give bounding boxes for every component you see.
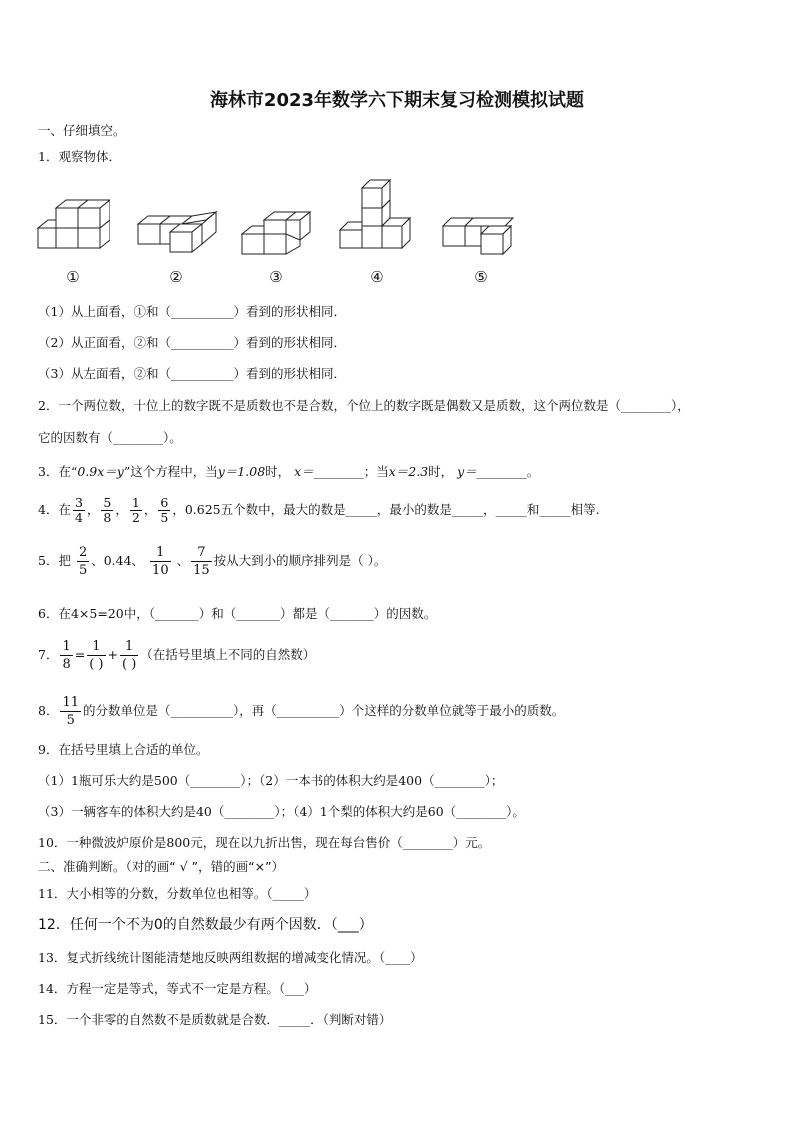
question-2-line-2: 它的因数有（________）。 (38, 430, 182, 445)
page-title: 海林市2023年数学六下期末复习检测模拟试题 (209, 90, 585, 111)
question-1-stem: 1．观察物体． (38, 149, 121, 164)
question-14: 14．方程一定是等式，等式不一定是方程。（___） (38, 981, 317, 996)
q3-y: y＝ (457, 464, 477, 479)
q5-mid-1: 、0.44、 (91, 553, 145, 568)
figure-label-3: ③ (269, 268, 283, 286)
question-8 (38, 694, 564, 729)
question-12: 12．任何一个不为0的自然数最少有两个因数．（___） (38, 917, 373, 933)
question-2-line-1: 2．一个两位数，十位上的数字既不是质数也不是合数，个位上的数字既是偶数又是质数，这个两位数是（________）， (38, 398, 690, 413)
question-11: 11．大小相等的分数，分数单位也相等。（_____） (38, 886, 317, 901)
q7-pre: 7． (38, 647, 59, 662)
question-5 (38, 544, 386, 579)
q7-fraction-3: $\frac{1}{( )}$ (121, 639, 137, 672)
q4-fraction-2: $\frac{5}{8}$ (103, 495, 112, 525)
q4-pre: 4．在 (38, 502, 71, 517)
q8-post: 的分数单位是（__________），再（__________）个这样的分数单位就等于最小的质数。 (83, 703, 565, 718)
q8-fraction: $\frac{11}{5}$ (62, 695, 79, 728)
q7-fraction-2: $\frac{1}{( )}$ (89, 639, 104, 672)
cube-figure-5 (441, 216, 515, 256)
q4-fraction-3: $\frac{1}{2}$ (131, 495, 140, 525)
question-7 (38, 638, 315, 673)
cube-figure-4 (338, 178, 412, 250)
q8-pre: 8． (38, 703, 59, 718)
q5-mid-2: 、 (176, 553, 190, 568)
question-9-line-2: （3）一辆客车的体积大约是40（________）；（4）1个梨的体积大约是60（________）。 (38, 804, 525, 819)
figure-label-1: ① (66, 268, 80, 286)
question-4: 4．在 $\frac{3}{4}$ ， $\frac{5}{8}$ ， $\frac{1}{2}$ ， $\frac{6}{5}$ ，0.625五个数中，最大的数是_____，最小的数是_____，_____和_____相等. (38, 495, 600, 525)
question-9-line-1: （1）1瓶可乐大约是500（________）；（2）一本书的体积大约是400（________）； (38, 773, 504, 788)
q5-fraction-1: $\frac{2}{5}$ (78, 545, 88, 578)
q4-post: ，0.625五个数中，最大的数是_____，最小的数是_____，_____和_____相等. (172, 502, 600, 517)
section-1-heading: 一、仔细填空。 (38, 123, 126, 138)
q7-fraction-1: $\frac{1}{8}$ (62, 639, 71, 672)
question-15: 15．一个非零的自然数不是质数就是合数．_____．（判断对错） (38, 1012, 392, 1027)
q5-pre: 5．把 (38, 553, 71, 568)
figure-label-5: ⑤ (474, 268, 488, 286)
question-9-stem: 9．在括号里填上合适的单位。 (38, 742, 209, 757)
q3-pre: 3．在“ (38, 464, 78, 479)
q3-blank-1: ________；当 (313, 464, 389, 479)
figure-label-4: ④ (370, 268, 384, 286)
cube-figure-2 (136, 210, 218, 254)
q3-condition-2: x＝2.3 (388, 464, 429, 479)
q3-equation: 0.9x＝y (77, 464, 124, 479)
q3-condition-1: y＝1.08 (217, 464, 266, 479)
q3-mid2: 时， (265, 464, 291, 479)
q7-post: （在括号里填上不同的自然数） (140, 647, 316, 662)
section-2-heading: 二、准确判断。（对的画“ √ ”，错的画“×”） (38, 859, 285, 874)
question-3 (38, 462, 539, 480)
question-1-part-3: （3）从左面看，②和（__________）看到的形状相同． (38, 366, 346, 381)
q3-blank-2: ________。 (476, 464, 540, 479)
q3-x: x＝ (294, 464, 314, 479)
cube-figure-1 (36, 196, 110, 250)
q5-fraction-2: $\frac{1}{10}$ (152, 545, 169, 578)
q3-mid1: ”这个方程中，当 (123, 464, 218, 479)
q4-fraction-4: $\frac{6}{5}$ (160, 495, 169, 525)
q5-fraction-3: $\frac{7}{15}$ (193, 545, 210, 578)
q7-equals: = (74, 647, 86, 662)
cube-figure-3 (240, 210, 312, 256)
question-10: 10．一种微波炉原价是800元，现在以九折出售，现在每台售价（________）元。 (38, 835, 491, 850)
q5-post: 按从大到小的顺序排列是（ ）。 (213, 553, 387, 568)
q3-mid3: 时， (428, 464, 454, 479)
q7-plus: + (107, 647, 118, 662)
q4-fraction-1: $\frac{3}{4}$ (74, 495, 83, 525)
question-13: 13．复式折线统计图能清楚地反映两组数据的增减变化情况。（____） (38, 950, 423, 965)
question-1-part-2: （2）从正面看，②和（__________）看到的形状相同． (38, 335, 346, 350)
question-6: 6．在4×5=20中，（_______）和（_______）都是（_______）的因数。 (38, 606, 437, 621)
question-1-part-1: （1）从上面看，①和（__________）看到的形状相同． (38, 304, 346, 319)
figure-label-2: ② (169, 268, 183, 286)
